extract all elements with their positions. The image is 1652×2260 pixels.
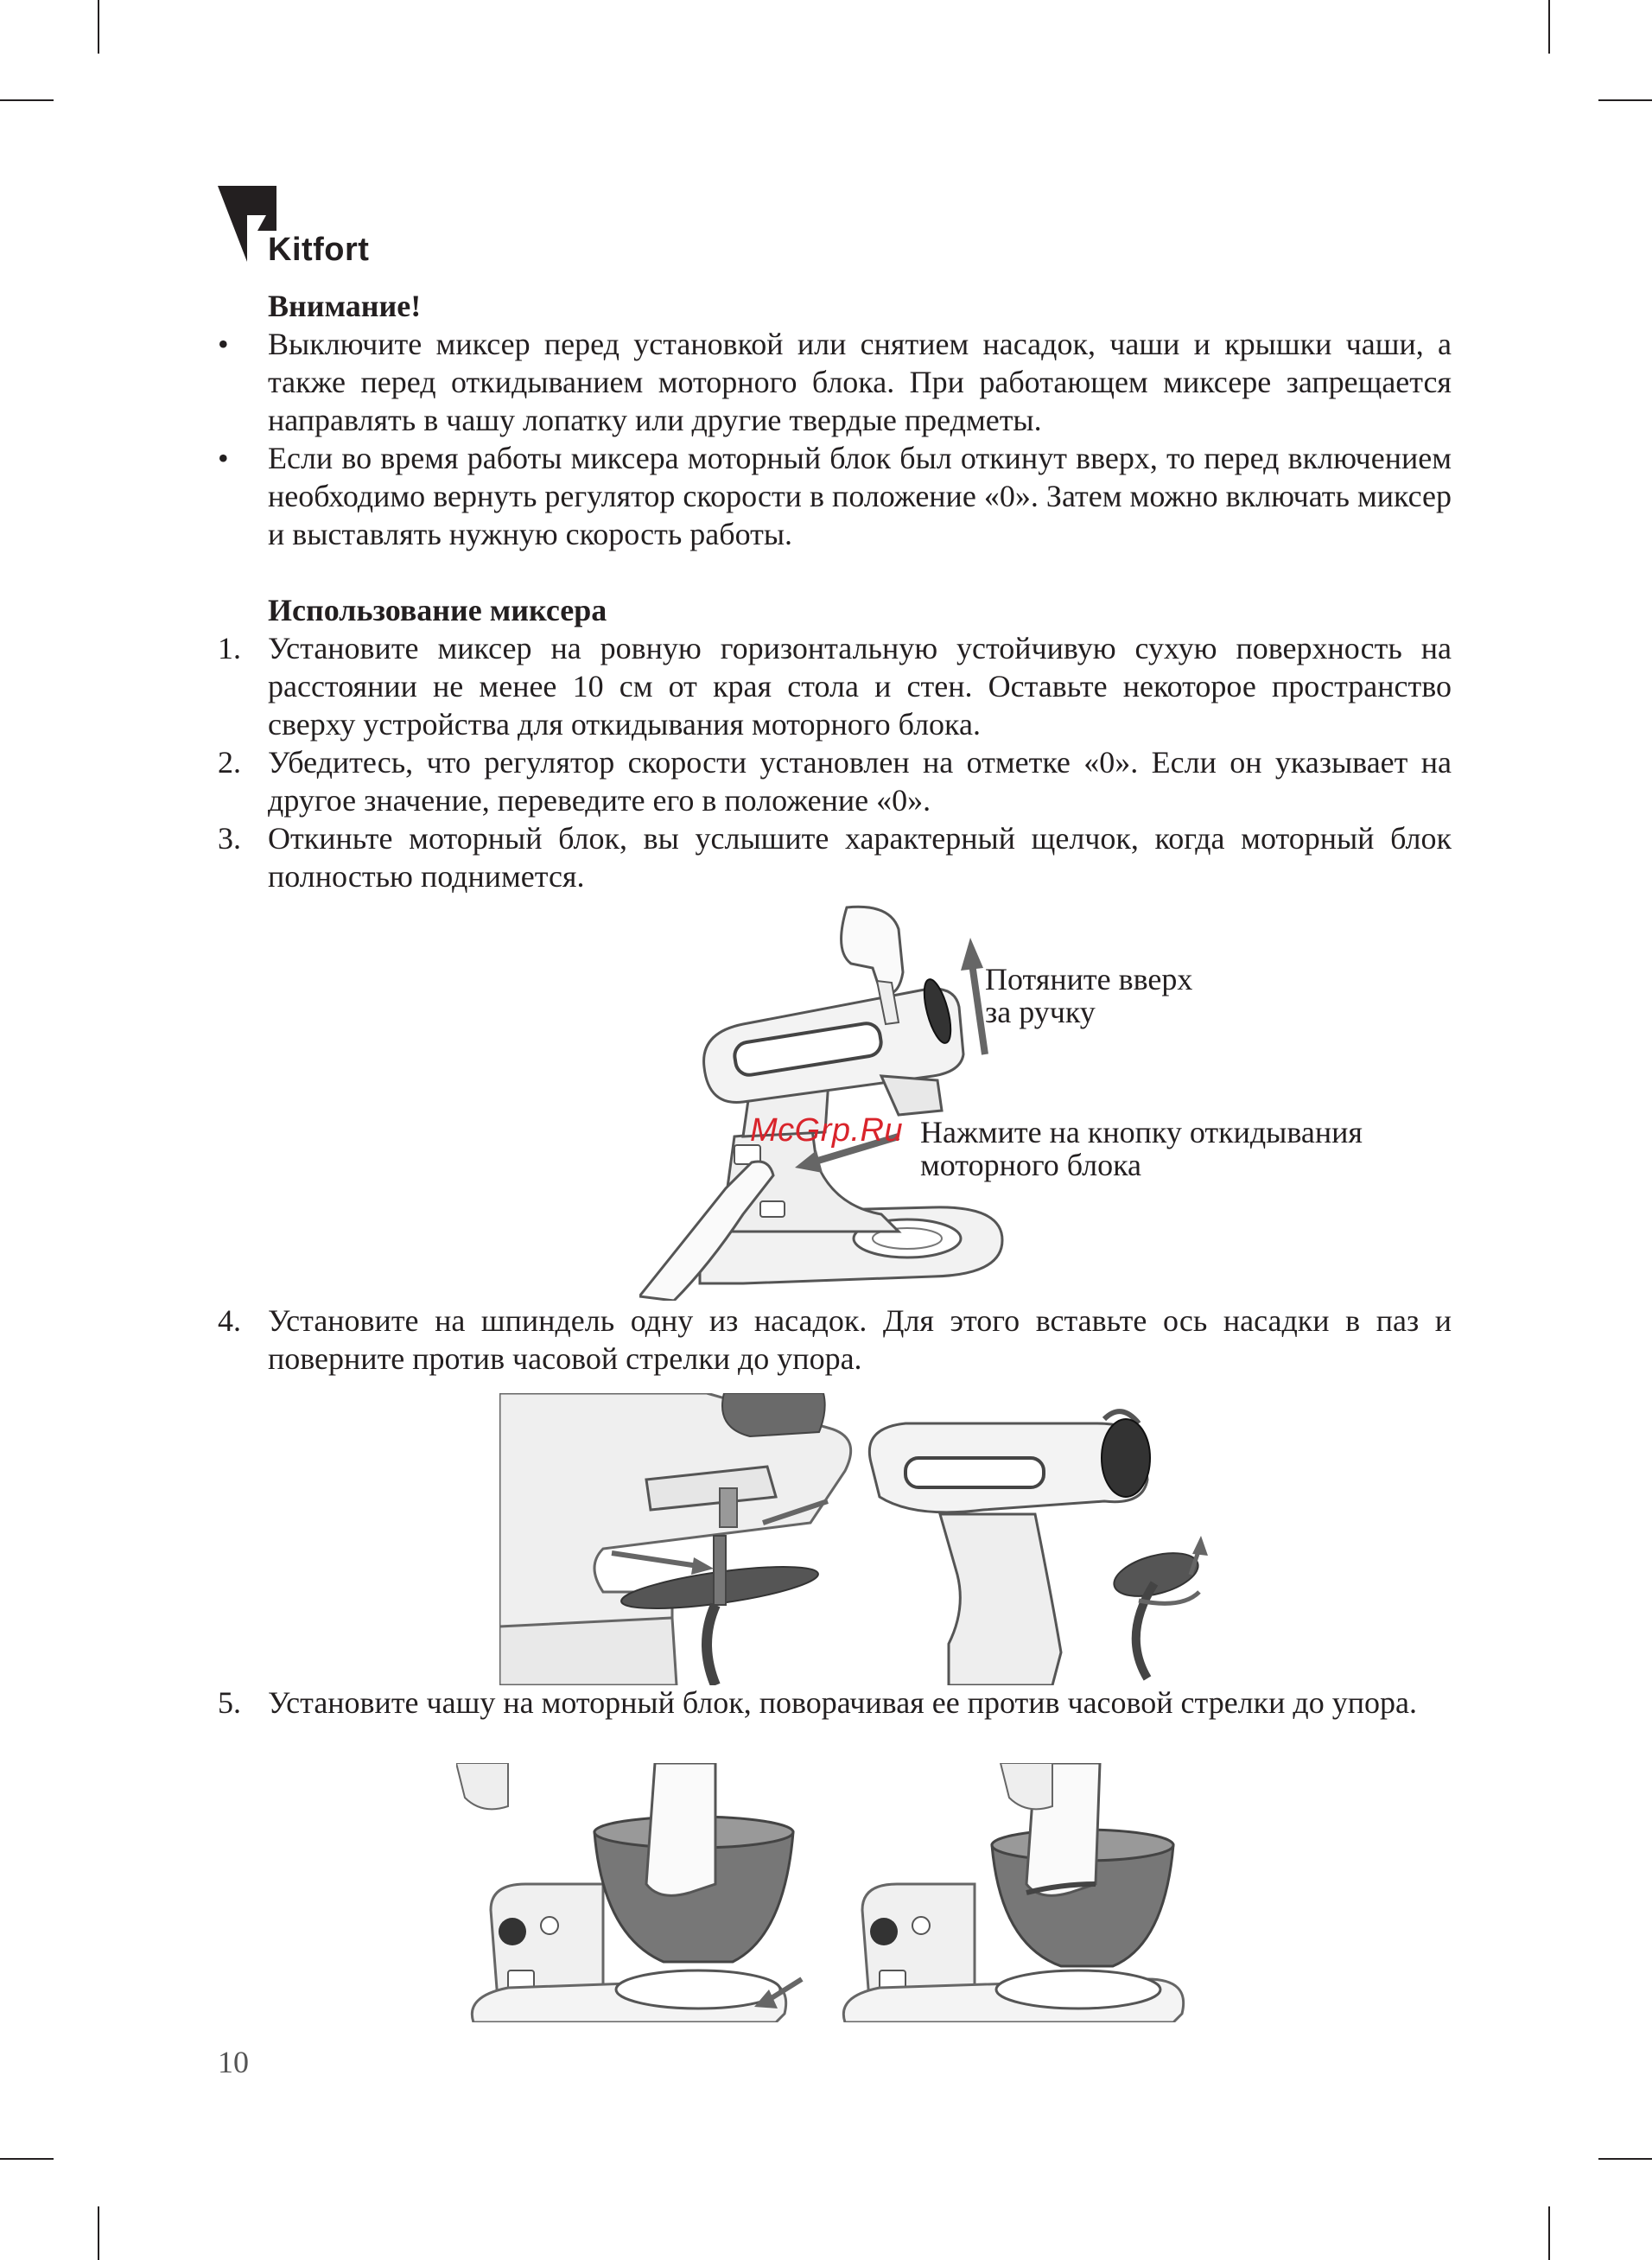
step-number: 2. <box>218 745 241 780</box>
crop-mark <box>1548 0 1550 54</box>
crop-mark <box>1548 2206 1550 2260</box>
crop-mark <box>98 2206 99 2260</box>
bullet-marker: • <box>218 441 229 475</box>
attention-bullet <box>218 439 1452 553</box>
step-number: 4. <box>218 1303 241 1338</box>
usage-section-cont <box>218 1302 1452 1378</box>
label-line: моторного блока <box>920 1148 1142 1182</box>
step-text: Установите на шпиндель одну из насадок. Для этого вставьте ось насадки в паз и поверните против часовой стрелки до упора. <box>268 1303 1452 1376</box>
bullet-text: Если во время работы миксера моторный блок был откинут вверх, то перед включением необходимо вернуть регулятор скорости в положение «0». Затем можно включать миксер и выставлять нужную скорость работы. <box>268 441 1452 551</box>
step-text: Установите чашу на моторный блок, поворачивая ее против часовой стрелки до упора. <box>268 1685 1417 1720</box>
crop-mark <box>0 99 54 101</box>
crop-mark <box>1598 2158 1652 2160</box>
step-number: 1. <box>218 631 241 665</box>
bowl-install-illustration <box>456 1763 1199 2022</box>
crop-mark <box>1598 99 1652 101</box>
mixer-tilt-illustration <box>639 903 1020 1301</box>
attention-section <box>218 287 1452 553</box>
page-number: 10 <box>218 2045 249 2079</box>
crop-mark <box>0 2158 54 2160</box>
bullet-marker: • <box>218 327 229 361</box>
step-item <box>218 819 1452 895</box>
step-text: Убедитесь, что регулятор скорости установлен на отметке «0». Если он указывает на другое значение, переведите его в положение «0». <box>268 745 1452 818</box>
watermark: McGrp.Ru <box>750 1112 904 1149</box>
step-number: 3. <box>218 821 241 856</box>
usage-section-cont <box>218 1684 1452 1722</box>
label-line: Потяните вверх <box>985 962 1193 996</box>
step-item <box>218 629 1452 743</box>
label-press-button <box>920 1116 1363 1181</box>
step-text: Откиньте моторный блок, вы услышите характерный щелчок, когда моторный блок полностью поднимется. <box>268 821 1452 894</box>
usage-section <box>218 591 1452 895</box>
label-pull-up <box>985 963 1192 1028</box>
crop-mark <box>98 0 99 54</box>
bullet-text: Выключите миксер перед установкой или снятием насадок, чаши и крышки чаши, а также перед откидыванием моторного блока. При работающем миксере запрещается направлять в чашу лопатку или другие твердые предметы. <box>268 327 1452 437</box>
label-line: за ручку <box>985 995 1096 1029</box>
brand-name: Kitfort <box>268 232 370 268</box>
step-item <box>218 1684 1452 1722</box>
label-line: Нажмите на кнопку откидывания <box>920 1115 1363 1149</box>
attention-title: Внимание! <box>268 289 422 323</box>
step-item <box>218 743 1452 819</box>
attention-bullet <box>218 325 1452 439</box>
usage-title: Использование миксера <box>268 593 607 627</box>
step-item <box>218 1302 1452 1378</box>
step-text: Установите миксер на ровную горизонтальную устойчивую сухую поверхность на расстоянии не менее 10 см от края стола и стен. Оставьте некоторое пространство сверху устройства для откидывания моторного блока. <box>268 631 1452 742</box>
attachment-install-illustration <box>499 1393 1286 1685</box>
step-number: 5. <box>218 1685 241 1720</box>
